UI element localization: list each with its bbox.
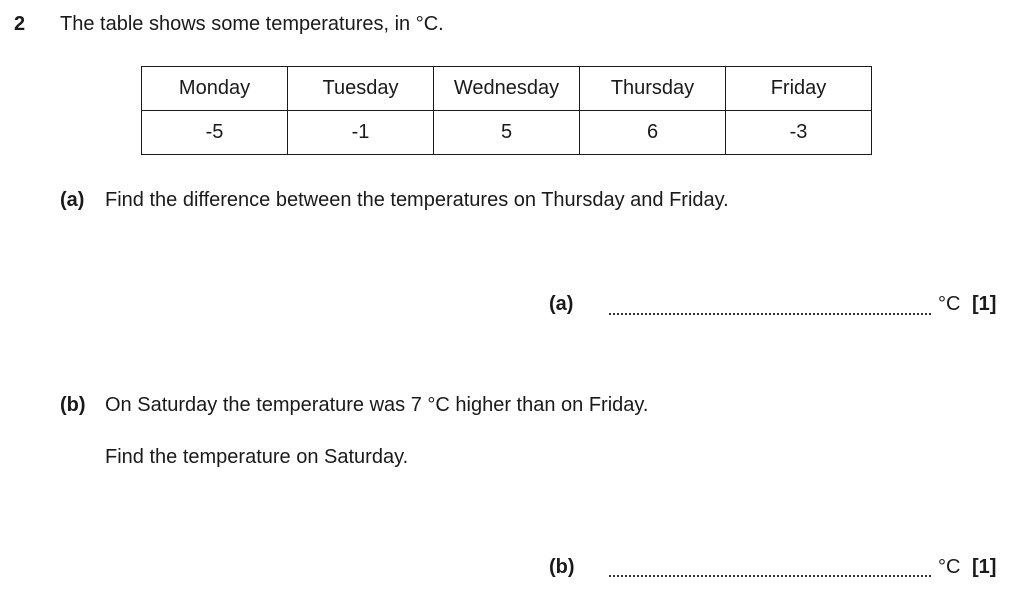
table-cell: 5 <box>434 111 580 155</box>
answer-b-line[interactable] <box>609 575 931 577</box>
table-cell: -3 <box>726 111 872 155</box>
answer-b-marks: [1] <box>972 556 997 578</box>
answer-a-unit: °C <box>938 293 961 315</box>
part-a-label: (a) <box>60 189 85 211</box>
table-row <box>142 111 872 155</box>
question-number: 2 <box>14 13 26 35</box>
table-cell: 6 <box>580 111 726 155</box>
table-cell: -5 <box>142 111 288 155</box>
answer-a-line[interactable] <box>609 313 931 315</box>
table-header-cell: Friday <box>726 67 872 111</box>
table-header-cell: Monday <box>142 67 288 111</box>
table-header-cell: Tuesday <box>288 67 434 111</box>
table-header-cell: Thursday <box>580 67 726 111</box>
temperature-table <box>141 66 872 155</box>
answer-a-label: (a) <box>549 293 574 315</box>
part-b-label: (b) <box>60 394 86 416</box>
table-cell: -1 <box>288 111 434 155</box>
part-b-question: On Saturday the temperature was 7 °C higher than on Friday. <box>105 394 649 416</box>
answer-a-marks: [1] <box>972 293 997 315</box>
part-a-question: Find the difference between the temperatures on Thursday and Friday. <box>105 189 729 211</box>
table-header-cell: Wednesday <box>434 67 580 111</box>
answer-b-unit: °C <box>938 556 961 578</box>
table-header-row <box>142 67 872 111</box>
question-intro: The table shows some temperatures, in °C. <box>60 13 444 35</box>
answer-b-label: (b) <box>549 556 575 578</box>
part-b-instruction: Find the temperature on Saturday. <box>105 446 409 468</box>
